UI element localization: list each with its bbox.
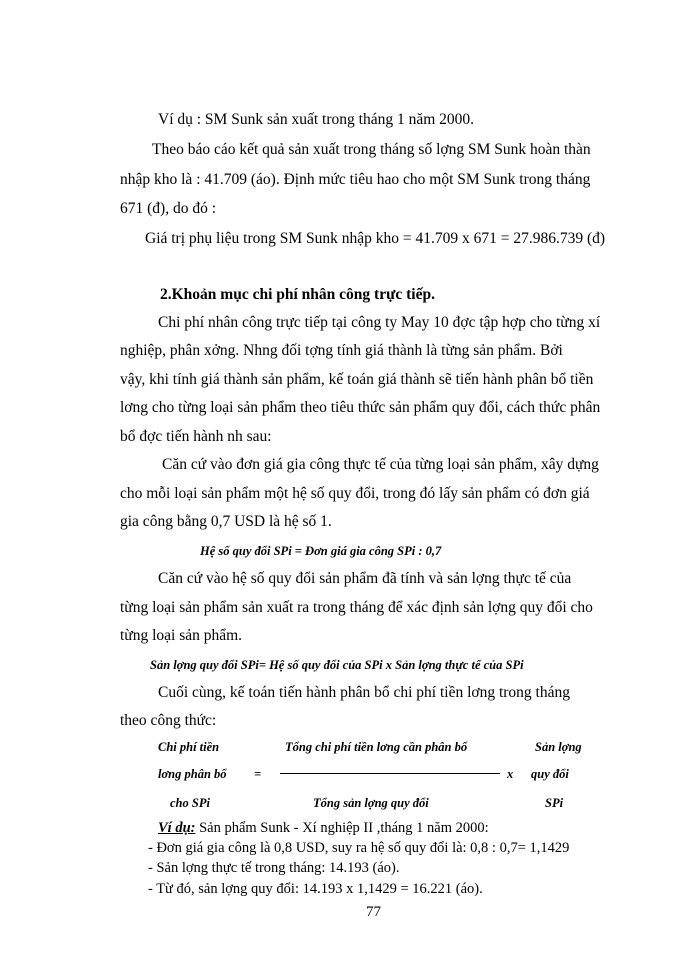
example-line-1: Ví dụ : SM Sunk sản xuất trong tháng 1 năm 2000.	[158, 111, 475, 128]
paragraph-line: nghiệp, phân xởng. Nhng đối tợng tính giá thành là từng sản phẩm. Bởi	[120, 342, 563, 359]
paragraph-line: gia công bằng 0,7 USD là hệ số 1.	[120, 513, 332, 530]
formula-converted-output: Sản lợng quy đổi SPi= Hệ số quy đổi của SPi x Sản lợng thực tế của SPi	[150, 658, 524, 672]
example-bullet-2: - Sản lợng thực tế trong tháng: 14.193 (áo).	[148, 860, 400, 876]
paragraph-line: lơng cho từng loại sản phẩm theo tiêu thức sản phẩm quy đổi, cách thức phân	[120, 399, 601, 416]
paragraph-line: vậy, khi tính giá thành sản phẩm, kế toán giá thành sẽ tiến hành phân bổ tiền	[120, 371, 594, 388]
paragraph-line: Cuối cùng, kế toán tiến hành phân bổ chi phí tiền lơng trong tháng	[158, 684, 570, 701]
paragraph-line: từng loại sản phẩm.	[120, 627, 243, 644]
page-number: 77	[366, 904, 381, 920]
formula-right-line-1: Sản lợng	[535, 740, 582, 754]
paragraph-line: Căn cứ vào hệ số quy đổi sản phẩm đã tính và sản lợng thực tế của	[158, 570, 572, 587]
example-bullet-1: - Đơn giá gia công là 0,8 USD, suy ra hệ số quy đổi là: 0,8 : 0,7= 1,1429	[148, 840, 570, 856]
formula-right-line-3: SPi	[545, 796, 564, 810]
paragraph-line: theo công thức:	[120, 712, 217, 729]
example-title-text: Sản phẩm Sunk - Xí nghiệp II ,tháng 1 năm 2000:	[195, 820, 489, 836]
paragraph-line: Căn cứ vào đơn giá gia công thực tế của từng loại sản phẩm, xây dựng	[162, 456, 599, 473]
paragraph-line: Chi phí nhân công trực tiếp tại công ty May 10 đợc tập hợp cho từng xí	[158, 314, 601, 331]
example-bullet-3: - Từ đó, sản lợng quy đổi: 14.193 x 1,1429 = 16.221 (áo).	[148, 881, 483, 897]
example-title	[158, 818, 489, 838]
section-heading: 2.Khoản mục chi phí nhân công trực tiếp.	[160, 286, 435, 303]
formula-conversion-coefficient: Hệ số quy đổi SPi = Đơn giá gia công SPi : 0,7	[200, 544, 442, 558]
paragraph-line: nhập kho là : 41.709 (áo). Định mức tiêu hao cho một SM Sunk trong tháng	[120, 171, 591, 188]
fraction-bar	[280, 773, 500, 774]
example-label: Ví dụ:	[158, 820, 196, 836]
formula-denominator: Tổng sản lợng quy đổi	[313, 796, 429, 810]
formula-left-line-2: lơng phân bổ	[158, 767, 227, 781]
formula-left-line-3: cho SPi	[170, 796, 210, 810]
formula-left-line-1: Chi phí tiền	[158, 740, 220, 754]
paragraph-line: từng loại sản phẩm sản xuất ra trong tháng để xác định sản lợng quy đổi cho	[120, 599, 593, 616]
formula-right-line-2: quy đổi	[531, 767, 569, 781]
formula-numerator: Tổng chi phí tiền lơng cần phân bổ	[285, 740, 468, 754]
calculation-line: Giá trị phụ liệu trong SM Sunk nhập kho = 41.709 x 671 = 27.986.739 (đ)	[145, 230, 606, 247]
paragraph-line: cho mỗi loại sản phẩm một hệ số quy đổi, trong đó lấy sản phẩm có đơn giá	[120, 485, 590, 502]
formula-times-sign: x	[507, 767, 514, 781]
paragraph-line: 671 (đ), do đó :	[120, 200, 217, 217]
formula-equals-sign: =	[254, 767, 262, 781]
paragraph-line: Theo báo cáo kết quả sản xuất trong tháng số lợng SM Sunk hoàn thàn	[152, 141, 591, 158]
paragraph-line: bổ đợc tiến hành nh sau:	[120, 428, 272, 445]
